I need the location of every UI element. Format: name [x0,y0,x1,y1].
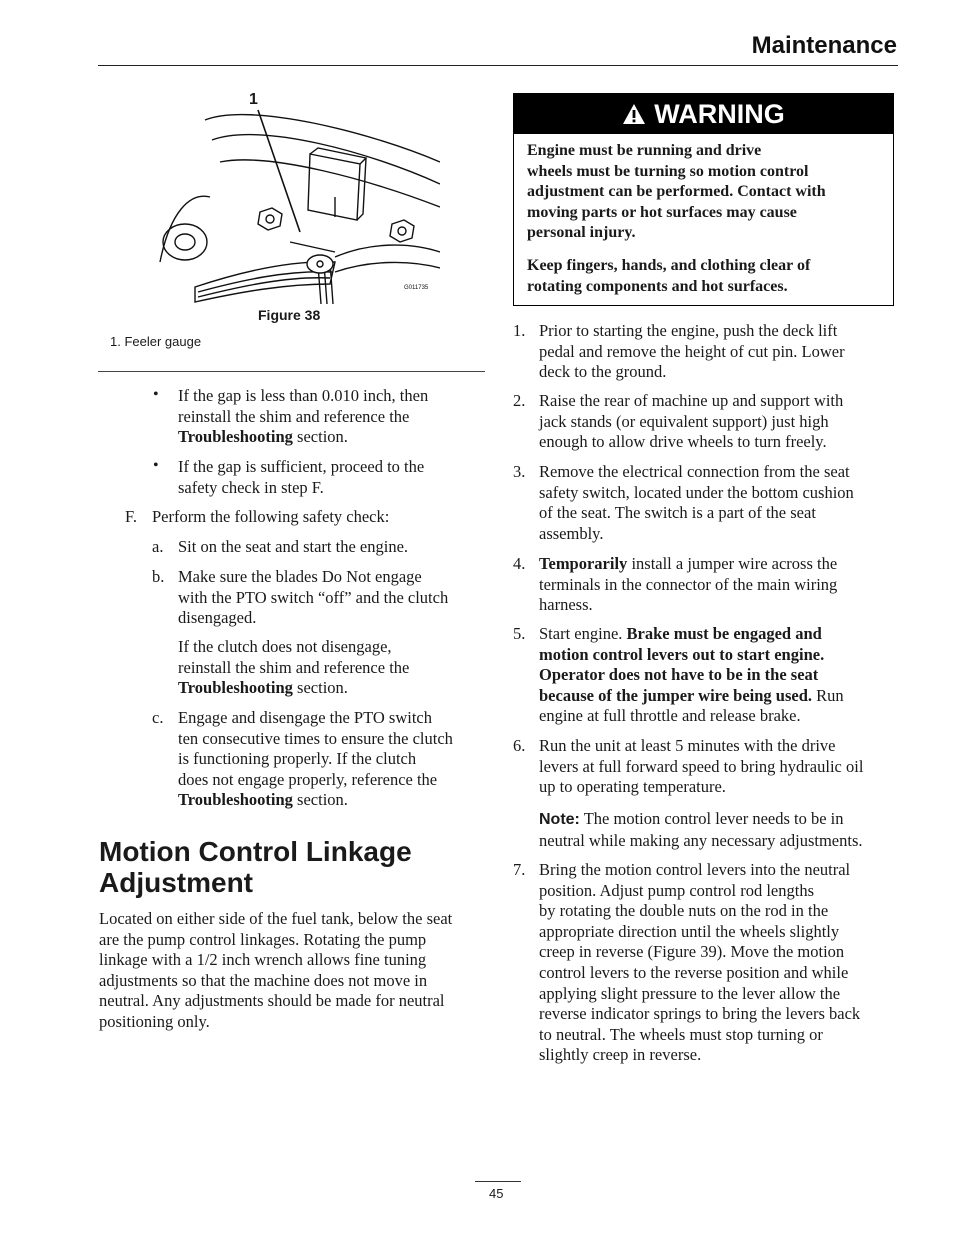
figure-callout-number: 1 [249,91,258,108]
step-2-label: 2. [513,391,526,410]
substep-b-text: Make sure the blades Do Not engage with the PTO switch “off” and the clutch disengaged. [178,567,449,628]
header-rule [98,65,898,66]
section-heading: Motion Control Linkage Adjustment [99,836,412,898]
substep-b-label: b. [152,567,165,586]
note-label: Note: [539,811,580,828]
bullet-dot: • [153,386,159,403]
step-1-text: Prior to starting the engine, push the deck lift pedal and remove the height of cut pin. Lower deck to the ground. [539,321,845,382]
art-code: G011735 [404,285,429,291]
step-f-text: Perform the following safety check: [152,507,390,526]
bullet-gap-small: If the gap is less than 0.010 inch, then reinstall the shim and reference the Troubleshooting section. [178,386,429,447]
substep-a-label: a. [152,537,164,556]
substep-c-text: Engage and disengage the PTO switch ten consecutive times to ensure the clutch is functioning properly. If the clutch does not engage properly, reference the Troubleshooting section. [178,708,453,810]
substep-a-text: Sit on the seat and start the engine. [178,537,409,556]
bullet-gap-sufficient: If the gap is sufficient, proceed to the safety check in step F. [178,457,425,497]
substep-c-label: c. [152,708,164,727]
figure-legend: 1. Feeler gauge [110,334,202,349]
step-2-text: Raise the rear of machine up and support with jack stands (or equivalent support) just high enough to allow drive wheels to turn freely. [539,391,844,452]
step-6-label: 6. [513,736,526,755]
warning-box [513,93,894,306]
warning-text-2: Keep fingers, hands, and clothing clear of rotating components and hot surfaces. [527,257,811,295]
page-number-rule [475,1181,521,1182]
step-4-text: Temporarily install a jumper wire across the terminals in the connector of the main wiring harness. [539,554,838,615]
figure-caption: Figure 38 [258,307,321,323]
step-7-label: 7. [513,860,526,879]
step-4-label: 4. [513,554,526,573]
step-3-text: Remove the electrical connection from the seat safety switch, located under the bottom cushion of the seat. The switch is a part of the seat assembly. [539,462,854,543]
intro-paragraph: Located on either side of the fuel tank, below the seat are the pump control linkages. Rotating the pump linkage with a 1/2 inch wrench allows fine tuning adjustments so that the machine does not move in neutral. Any adjustments should be made for neutral positioning only. [99,909,453,1031]
bullet-dot: • [153,457,159,474]
feeler-gauge-illustration [150,92,440,307]
warning-text-1: Engine must be running and drive wheels must be turning so motion control adjustment can be performed. Contact with moving parts or hot surfaces may cause personal injury. [527,142,826,241]
step-5-label: 5. [513,624,526,643]
step-f-label: F. [125,507,137,526]
figure-rule [98,371,485,372]
page-number: 45 [489,1186,504,1201]
warning-header [514,94,893,134]
step-3-label: 3. [513,462,526,481]
warning-triangle-icon [622,103,646,125]
step-7-text: Bring the motion control levers into the neutral position. Adjust pump control rod lengths by rotating the double nuts on the rod in the appropriate direction until the wheels slightly creep in reverse (Figure 39). Move the motion control levers to the reverse position and while applying slight pressure to the lever allow the reverse indicator springs to bring the levers back to neutral. The wheels must stop turning or slightly creep in reverse. [539,860,861,1065]
step-5-text: Start engine. Brake must be engaged and motion control levers out to start engine. Operator does not have to be in the seat because of the jumper wire being used. Run engine at full throttle and release brake. [539,624,844,726]
section-title: Maintenance [751,32,897,59]
warning-title: WARNING [654,98,785,129]
note: Note: The motion control lever needs to be in neutral while making any necessary adjustments. [539,809,863,850]
step-1-label: 1. [513,321,526,340]
step-6-text: Run the unit at least 5 minutes with the drive levers at full forward speed to bring hydraulic oil up to operating temperature. [539,736,864,797]
substep-b-followup: If the clutch does not disengage, reinstall the shim and reference the Troubleshooting section. [178,637,410,698]
